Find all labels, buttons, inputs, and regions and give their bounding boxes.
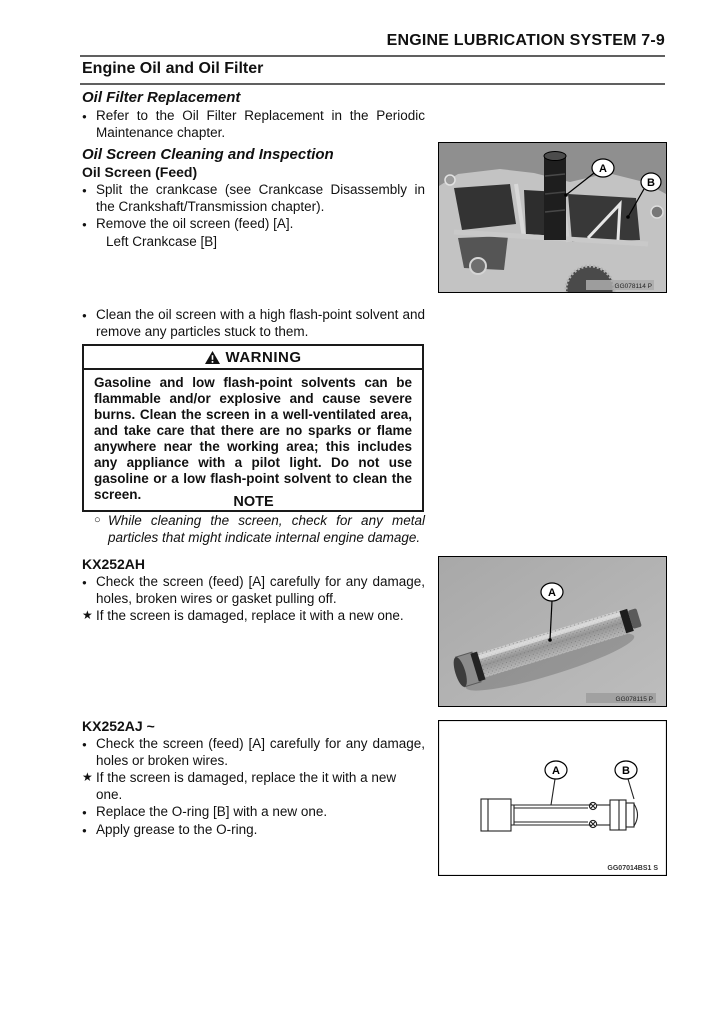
callout-a-label: A: [548, 587, 556, 599]
list-item-text: If the screen is damaged, replace it with a new one.: [96, 608, 404, 623]
list-item-text: Remove the oil screen (feed) [A].: [96, 216, 294, 231]
list-item: [82, 306, 425, 340]
heading-oil-screen-cleaning: Oil Screen Cleaning and Inspection: [82, 146, 334, 163]
leader-dot: [626, 215, 630, 219]
block-oil-filter-replacement: [82, 89, 425, 141]
header-rule: [80, 55, 665, 57]
figure-oil-screen-photo: [438, 556, 667, 707]
star-marker: ★: [82, 608, 93, 622]
bullet-marker: ●: [82, 186, 87, 195]
list-item: [82, 821, 425, 839]
bullet-marker: ●: [82, 740, 87, 749]
list-item-text: Check the screen (feed) [A] carefully for any damage, holes or broken wires.: [96, 736, 425, 768]
list-item: [82, 769, 425, 803]
callout-b-label: B: [647, 177, 655, 189]
block-kx252ah: [82, 556, 425, 624]
leader-dot: [564, 193, 568, 197]
model-heading-kx252aj: KX252AJ ~: [82, 718, 155, 734]
warning-triangle-icon: [205, 351, 220, 364]
list-item: [82, 107, 425, 141]
bullet-marker: ●: [82, 220, 87, 229]
note-text: While cleaning the screen, check for any metal particles that might indicate internal engine damage.: [108, 513, 425, 545]
list-item: [82, 215, 425, 233]
warning-text: Gasoline and low flash-point solvents can be flammable and/or explosive and cause severe burns. Clean the screen in a well-ventilated area, and take care that there are no sparks or flame anywhere near the working area; this includes any appliance with a pilot light. Do not use gasoline or a low flash-point solvent to clean the screen.: [94, 375, 412, 502]
warning-title: WARNING: [225, 349, 302, 366]
section-title: Engine Oil and Oil Filter: [82, 60, 264, 77]
list-item: [82, 573, 425, 607]
list-item-text: Check the screen (feed) [A] carefully for any damage, holes, broken wires or gasket pulling off.: [96, 574, 425, 606]
heading-oil-filter-replacement: Oil Filter Replacement: [82, 89, 241, 106]
bullet-marker: ●: [82, 311, 87, 320]
note-item: [82, 512, 425, 546]
note-title: NOTE: [233, 494, 274, 510]
star-marker: ★: [82, 770, 93, 784]
list-item-text: Replace the O-ring [B] with a new one.: [96, 804, 328, 819]
list-item: [82, 735, 425, 769]
list-item-text: If the screen is damaged, replace the it with a new one.: [96, 770, 397, 802]
page-header: ENGINE LUBRICATION SYSTEM 7-9: [386, 32, 665, 49]
list-item-text: Split the crankcase (see Crankcase Disassembly in the Crankshaft/Transmission chapter).: [96, 182, 425, 214]
list-item-text: Refer to the Oil Filter Replacement in the Periodic Maintenance chapter.: [96, 108, 425, 140]
figure-oil-screen-drawing: [438, 720, 667, 876]
list-item-text: Clean the oil screen with a high flash-point solvent and remove any particles stuck to them.: [96, 307, 425, 339]
subheading-oil-screen-feed: Oil Screen (Feed): [82, 164, 198, 180]
warning-box: [82, 344, 424, 512]
bullet-marker: ●: [82, 578, 87, 587]
circle-marker: ○: [94, 514, 101, 526]
figure-crankcase-photo: [438, 142, 667, 293]
callout-a-label: A: [552, 765, 560, 777]
drawing-id: GG07014BS1 S: [607, 865, 658, 872]
list-item: [82, 181, 425, 215]
sub-line-left-crankcase: Left Crankcase [B]: [106, 234, 218, 249]
list-item-text: Apply grease to the O-ring.: [96, 822, 258, 837]
photo-id: GG078115 P: [615, 696, 653, 703]
model-heading-kx252ah: KX252AH: [82, 556, 146, 572]
callout-a-label: A: [599, 163, 607, 175]
block-note: [82, 494, 425, 546]
bullet-marker: ●: [82, 112, 87, 121]
bullet-marker: ●: [82, 808, 87, 817]
block-kx252aj: [82, 718, 425, 839]
photo-id: GG078114 P: [614, 283, 652, 290]
leader-dot: [548, 638, 552, 642]
block-clean-screen: [82, 306, 425, 340]
callout-b-label: B: [622, 765, 630, 777]
warning-header: [84, 346, 422, 370]
list-item: [82, 607, 425, 624]
block-oil-screen-cleaning: [82, 146, 425, 250]
bullet-marker: ●: [82, 826, 87, 835]
list-item: [82, 803, 425, 821]
section-rule: [80, 83, 665, 85]
